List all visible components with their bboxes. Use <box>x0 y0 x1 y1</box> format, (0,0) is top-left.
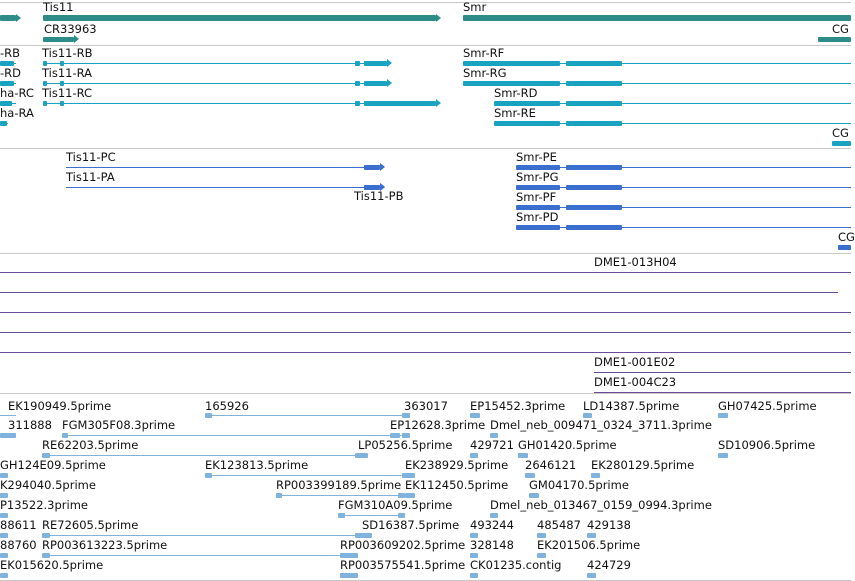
strand-arrow-icon <box>387 59 393 67</box>
feature-block <box>470 573 478 578</box>
feature-label: FGM310A09.5prime <box>338 498 453 512</box>
feature-label: SD10906.5prime <box>718 438 816 452</box>
feature-label: Tis11-RA <box>42 66 93 80</box>
feature-block <box>364 81 387 86</box>
feature-block <box>0 573 8 578</box>
feature-block <box>832 141 851 146</box>
feature-block <box>364 165 380 170</box>
feature-block <box>516 225 560 230</box>
strand-arrow-icon <box>436 14 442 22</box>
feature-line <box>43 63 387 64</box>
feature-label: RP003399189.5prime <box>276 478 402 492</box>
feature-label: CG <box>832 126 849 140</box>
feature-label: 328148 <box>470 538 514 552</box>
feature-label: RP003613223.5prime <box>42 538 168 552</box>
feature-label: DME1-004C23 <box>594 375 677 389</box>
feature-label: GH124E09.5prime <box>0 458 106 472</box>
feature-block <box>566 81 622 86</box>
feature-line <box>276 495 405 496</box>
feature-line <box>42 535 365 536</box>
feature-label: 363017 <box>404 399 448 413</box>
feature-label: EK280129.5prime <box>591 458 695 472</box>
feature-line <box>338 515 405 516</box>
feature-label: RE62203.5prime <box>42 438 139 452</box>
strand-arrow-icon <box>380 163 386 171</box>
feature-block <box>205 473 212 478</box>
feature-block <box>718 453 728 458</box>
feature-line <box>42 455 365 456</box>
feature-line <box>66 167 380 168</box>
feature-label: -RD <box>0 66 21 80</box>
feature-block <box>43 101 47 106</box>
feature-block <box>494 121 560 126</box>
feature-line <box>66 187 380 188</box>
feature-label: Tis11-PC <box>66 150 116 164</box>
feature-label: CK01235.contig <box>470 558 562 572</box>
feature-label: EK123813.5prime <box>205 458 309 472</box>
feature-line <box>0 352 851 353</box>
feature-block <box>587 573 596 578</box>
feature-block <box>0 121 7 126</box>
feature-label: LP05256.5prime <box>358 438 453 452</box>
track-separator <box>0 253 851 254</box>
feature-label: Smr-RG <box>463 66 507 80</box>
strand-arrow-icon <box>387 79 393 87</box>
feature-label: 493244 <box>470 518 514 532</box>
feature-block <box>338 513 345 518</box>
feature-label: 2646121 <box>525 458 577 472</box>
feature-block <box>566 165 622 170</box>
feature-label: EK015620.5prime <box>0 558 104 572</box>
feature-label: ha-RA <box>0 106 34 120</box>
feature-label: CG <box>832 22 849 36</box>
feature-block <box>364 61 387 66</box>
feature-block <box>566 185 622 190</box>
track-separator <box>0 148 851 149</box>
feature-label: Tis11-PB <box>354 189 404 203</box>
feature-label: CG <box>838 230 855 244</box>
feature-block <box>60 101 64 106</box>
feature-block <box>43 37 74 42</box>
feature-line <box>42 555 358 556</box>
feature-block <box>828 292 838 293</box>
feature-label: 88760 <box>0 538 37 552</box>
feature-label: CR33963 <box>44 22 97 36</box>
feature-block <box>340 573 358 578</box>
track-separator <box>0 45 851 46</box>
feature-label: Tis11-RB <box>42 46 93 60</box>
feature-block <box>566 101 622 106</box>
feature-label: LD14387.5prime <box>583 399 680 413</box>
strand-arrow-icon <box>74 35 80 43</box>
feature-label: Smr-PF <box>516 190 557 204</box>
feature-label: Dmel_neb_013467_0159_0994.3prime <box>490 498 712 512</box>
feature-label: FGM305F08.3prime <box>62 418 176 432</box>
feature-block <box>566 121 622 126</box>
feature-label: Tis11-RC <box>42 86 93 100</box>
feature-label: 311888 <box>8 418 52 432</box>
feature-label: Smr-RE <box>494 106 536 120</box>
feature-block <box>0 15 16 21</box>
feature-block <box>276 493 282 498</box>
strand-arrow-icon <box>436 99 442 107</box>
feature-label: Tis11-PA <box>66 170 115 184</box>
feature-block <box>364 101 436 106</box>
feature-label: RE72605.5prime <box>42 518 139 532</box>
feature-label: P13522.3prime <box>0 498 88 512</box>
feature-label: Smr-RF <box>463 46 505 60</box>
feature-block <box>594 372 604 373</box>
feature-label: Smr <box>463 0 487 14</box>
feature-label: 424729 <box>587 558 631 572</box>
feature-label: Dmel_neb_009471_0324_3711.3prime <box>490 418 712 432</box>
feature-label: -RB <box>0 46 21 60</box>
feature-label: SD16387.5prime <box>362 518 460 532</box>
feature-block <box>0 433 16 438</box>
feature-block <box>566 272 576 273</box>
feature-label: DME1-013H04 <box>594 255 677 269</box>
feature-line <box>205 415 410 416</box>
track-separator <box>0 2 851 3</box>
feature-label: 485487 <box>537 518 581 532</box>
feature-block <box>355 61 360 66</box>
track-separator <box>0 393 851 394</box>
feature-label: EK238929.5prime <box>405 458 509 472</box>
strand-arrow-icon <box>16 14 22 22</box>
feature-label: 88611 <box>0 518 37 532</box>
feature-line <box>0 312 851 313</box>
feature-label: DME1-001E02 <box>594 355 676 369</box>
feature-block <box>566 225 622 230</box>
feature-line <box>0 415 16 416</box>
feature-block <box>818 37 851 42</box>
feature-label: GM04170.5prime <box>529 478 629 492</box>
feature-line <box>0 292 838 293</box>
feature-block <box>838 245 851 250</box>
feature-label: EK190949.5prime <box>8 399 112 413</box>
feature-label: Tis11 <box>43 0 74 14</box>
feature-line <box>594 372 851 373</box>
feature-label: Smr-RD <box>494 86 538 100</box>
feature-block <box>43 15 436 21</box>
feature-label: RP003575541.5prime <box>340 558 466 572</box>
feature-line <box>404 415 410 416</box>
feature-label: GH01420.5prime <box>518 438 617 452</box>
feature-label: RP003609202.5prime <box>340 538 466 552</box>
feature-label: K294040.5prime <box>0 478 96 492</box>
feature-label: Smr-PE <box>516 150 557 164</box>
feature-block <box>566 61 622 66</box>
feature-line <box>594 392 851 393</box>
feature-label: 165926 <box>205 399 249 413</box>
feature-label: GH07425.5prime <box>718 399 817 413</box>
feature-block <box>355 101 360 106</box>
feature-label: Smr-PD <box>516 210 559 224</box>
feature-block <box>463 15 851 21</box>
feature-line <box>0 332 851 333</box>
feature-block <box>566 205 622 210</box>
feature-label: EP15452.3prime <box>470 399 566 413</box>
feature-block <box>358 453 368 458</box>
feature-block <box>594 272 601 273</box>
feature-label: EK112450.5prime <box>405 478 509 492</box>
feature-block <box>205 413 212 418</box>
feature-label: 429138 <box>587 518 631 532</box>
feature-line <box>0 272 851 273</box>
feature-label: EP12628.3prime <box>390 418 486 432</box>
feature-label: ha-RC <box>0 86 34 100</box>
feature-label: Smr-PG <box>516 170 559 184</box>
feature-line <box>62 435 410 436</box>
feature-line <box>43 83 387 84</box>
feature-label: 429721 <box>470 438 514 452</box>
feature-block <box>355 81 360 86</box>
feature-line <box>205 475 410 476</box>
feature-label: EK201506.5prime <box>537 538 641 552</box>
feature-block <box>718 413 728 418</box>
